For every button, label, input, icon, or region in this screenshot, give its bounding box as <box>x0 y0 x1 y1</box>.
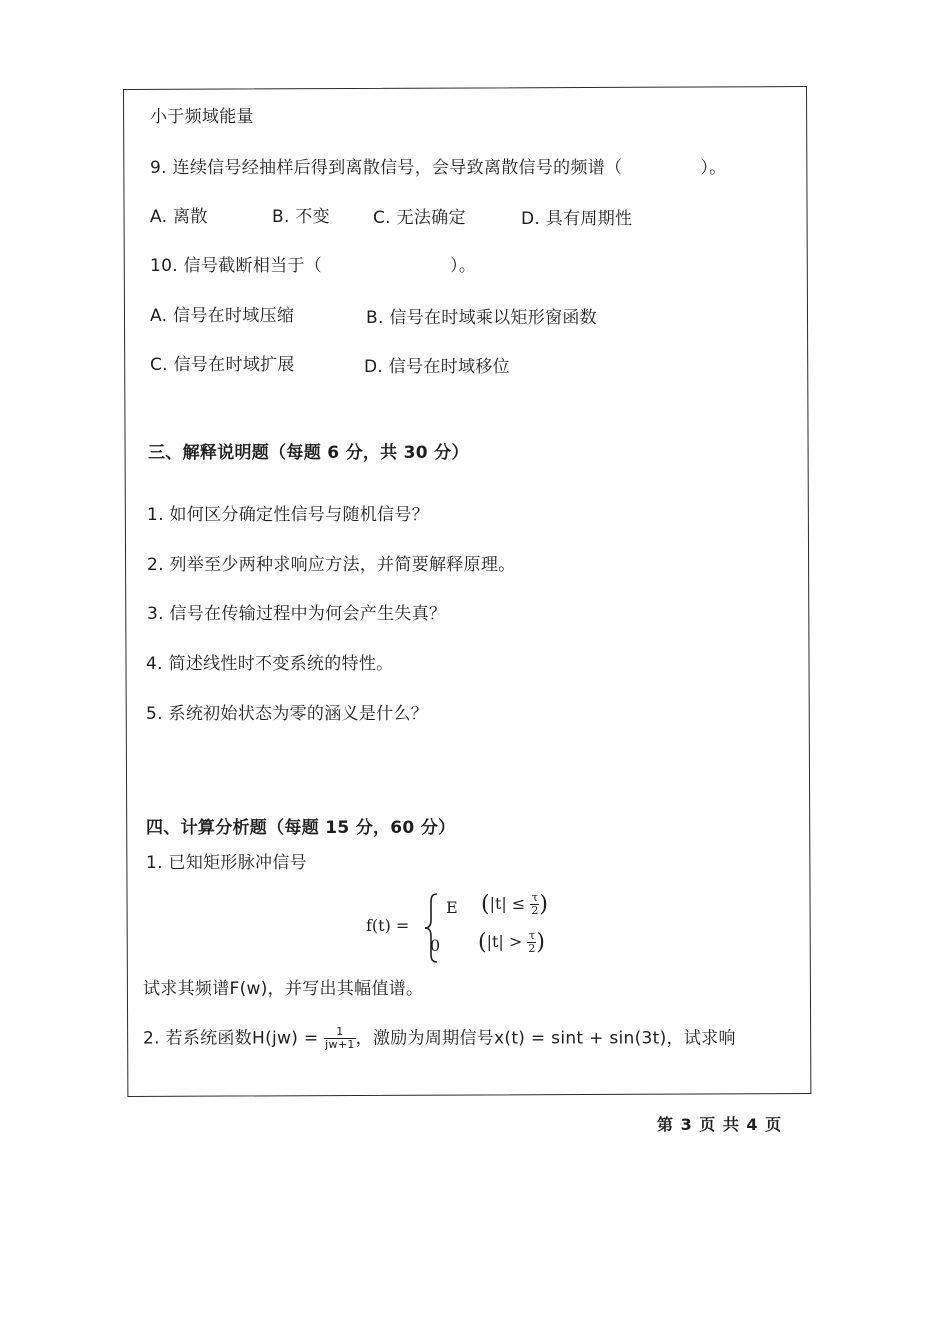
case1-fraction: $\frac{\tau}{2}$ <box>531 891 539 917</box>
q10-option-a: A. 信号在时域压缩 <box>150 306 295 326</box>
q9-stem-text: 9. 连续信号经抽样后得到离散信号，会导致离散信号的频谱（ <box>150 158 623 178</box>
q9-option-c: C. 无法确定 <box>373 208 466 228</box>
section3-q1: 1. 如何区分确定性信号与随机信号？ <box>147 505 430 525</box>
q9-stem-end: ）。 <box>700 158 727 178</box>
q9-stem <box>150 157 726 179</box>
q10-stem <box>150 255 476 277</box>
q10-option-c: C. 信号在时域扩展 <box>150 355 295 375</box>
q10-stem-end: ）。 <box>450 256 477 276</box>
q9-option-d: D. 具有周期性 <box>521 209 633 229</box>
case1-cond-text: |t| ≤ <box>489 894 526 913</box>
formula-lhs: f(t) = <box>366 916 410 935</box>
section4-q1-ask: 试求其频谱F(w)，并写出其幅值谱。 <box>143 979 424 999</box>
section4-q2 <box>143 1026 736 1051</box>
case2-value: 0 <box>430 936 441 955</box>
case2-cond-text: |t| > <box>486 932 523 951</box>
case2-fraction: $\frac{\tau}{2}$ <box>528 929 536 955</box>
section4-title: 四、计算分析题（每题 15 分，60 分） <box>146 818 456 838</box>
section4-q2-prefix: 2. 若系统函数H(jw) = <box>143 1028 319 1049</box>
carryover-text: 小于频域能量 <box>150 107 254 127</box>
section3-q3: 3. 信号在传输过程中为何会产生失真？ <box>147 604 447 624</box>
page-number: 第 3 页 共 4 页 <box>657 1115 783 1134</box>
section3-q5: 5. 系统初始状态为零的涵义是什么？ <box>146 704 429 724</box>
section4-q2-suffix: ，激励为周期信号x(t) = sint + sin(3t)，试求响 <box>355 1028 736 1049</box>
q10-option-d: D. 信号在时域移位 <box>364 357 510 377</box>
section3-title: 三、解释说明题（每题 6 分，共 30 分） <box>148 443 469 463</box>
section3-q4: 4. 简述线性时不变系统的特性。 <box>146 654 394 674</box>
case2-condition: (|t| > $\frac{\tau}{2}$ ) <box>478 929 545 955</box>
q10-option-b: B. 信号在时域乘以矩形窗函数 <box>366 308 597 328</box>
case1-condition: (|t| ≤ $\frac{\tau}{2}$ ) <box>481 891 548 917</box>
section4-q2-fraction: $\frac{1}{jw+1}$ <box>325 1025 355 1051</box>
section4-q1-stem: 1. 已知矩形脉冲信号 <box>146 853 307 873</box>
section3-q2: 2. 列举至少两种求响应方法，并简要解释原理。 <box>147 555 516 575</box>
q9-option-a: A. 离散 <box>150 207 208 227</box>
case1-value: E <box>446 898 458 917</box>
q10-stem-text: 10. 信号截断相当于（ <box>150 256 323 276</box>
exam-frame <box>123 86 811 1097</box>
q9-option-b: B. 不变 <box>272 207 330 227</box>
